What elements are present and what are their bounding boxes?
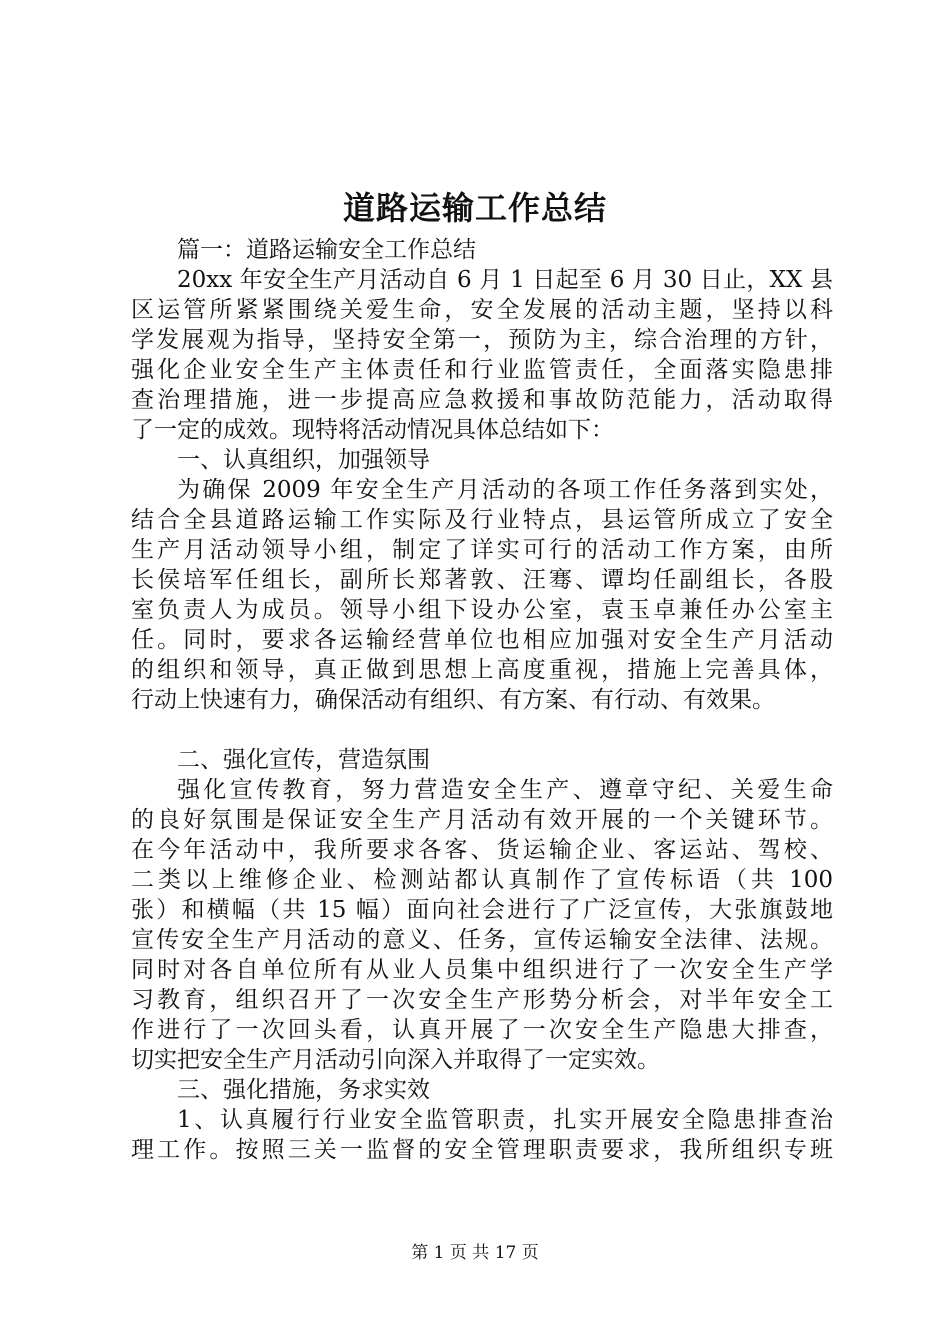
blank-line	[131, 715, 833, 745]
paragraph-line: 宣传安全生产月活动的意义、任务，宣传运输安全法律、法规。	[131, 927, 833, 953]
paragraph-line: 强化企业安全生产主体责任和行业监管责任，全面落实隐患排	[131, 357, 833, 383]
paragraph-line: 生产月活动领导小组，制定了详实可行的活动工作方案，由所	[131, 537, 833, 563]
document-body	[131, 235, 833, 1165]
paragraph-line: 室负责人为成员。领导小组下设办公室，袁玉卓兼任办公室主	[131, 597, 833, 623]
paragraph-line: 了一定的成效。现特将活动情况具体总结如下：	[131, 417, 614, 443]
section-heading: 一、认真组织，加强领导	[177, 447, 430, 473]
paragraph-line: 的良好氛围是保证安全生产月活动有效开展的一个关键环节。	[131, 807, 833, 833]
paragraph-line: 1、认真履行行业安全监管职责，扎实开展安全隐患排查治	[177, 1107, 833, 1133]
paragraph-line: 区运管所紧紧围绕关爱生命，安全发展的活动主题，坚持以科	[131, 297, 833, 323]
section-heading: 二、强化宣传，营造氛围	[177, 747, 430, 773]
paragraph-line: 结合全县道路运输工作实际及行业特点，县运管所成立了安全	[131, 507, 833, 533]
paragraph-line: 二类以上维修企业、检测站都认真制作了宣传标语（共 100	[131, 867, 833, 893]
paragraph-line: 任。同时，要求各运输经营单位也相应加强对安全生产月活动	[131, 627, 833, 653]
paragraph-line: 查治理措施，进一步提高应急救援和事故防范能力，活动取得	[131, 387, 833, 413]
paragraph-line: 强化宣传教育，努力营造安全生产、遵章守纪、关爱生命	[177, 777, 833, 803]
paragraph-line: 切实把安全生产月活动引向深入并取得了一定实效。	[131, 1047, 660, 1073]
paragraph-line: 20xx 年安全生产月活动自 6 月 1 日起至 6 月 30 日止，XX 县	[177, 267, 833, 293]
paragraph-line: 同时对各自单位所有从业人员集中组织进行了一次安全生产学	[131, 957, 833, 983]
paragraph-line: 长侯培军任组长，副所长郑著敦、汪骞、谭均任副组长，各股	[131, 567, 833, 593]
section-heading: 三、强化措施，务求实效	[177, 1077, 430, 1103]
paragraph-line: 理工作。按照三关一监督的安全管理职责要求，我所组织专班	[131, 1137, 833, 1163]
paragraph-line: 为确保 2009 年安全生产月活动的各项工作任务落到实处，	[177, 477, 833, 503]
paragraph-line: 在今年活动中，我所要求各客、货运输企业、客运站、驾校、	[131, 837, 833, 863]
paragraph-line: 的组织和领导，真正做到思想上高度重视，措施上完善具体，	[131, 657, 833, 683]
page-number-footer: 第 1 页 共 17 页	[411, 1243, 539, 1263]
section-subtitle: 篇一：道路运输安全工作总结	[177, 237, 476, 263]
paragraph-line: 行动上快速有力，确保活动有组织、有方案、有行动、有效果。	[131, 687, 775, 713]
document-title: 道路运输工作总结	[342, 189, 607, 227]
paragraph-line: 学发展观为指导，坚持安全第一，预防为主，综合治理的方针，	[131, 327, 833, 353]
paragraph-line: 张）和横幅（共 15 幅）面向社会进行了广泛宣传，大张旗鼓地	[131, 897, 833, 923]
paragraph-line: 作进行了一次回头看，认真开展了一次安全生产隐患大排查，	[131, 1017, 833, 1043]
paragraph-line: 习教育，组织召开了一次安全生产形势分析会，对半年安全工	[131, 987, 833, 1013]
